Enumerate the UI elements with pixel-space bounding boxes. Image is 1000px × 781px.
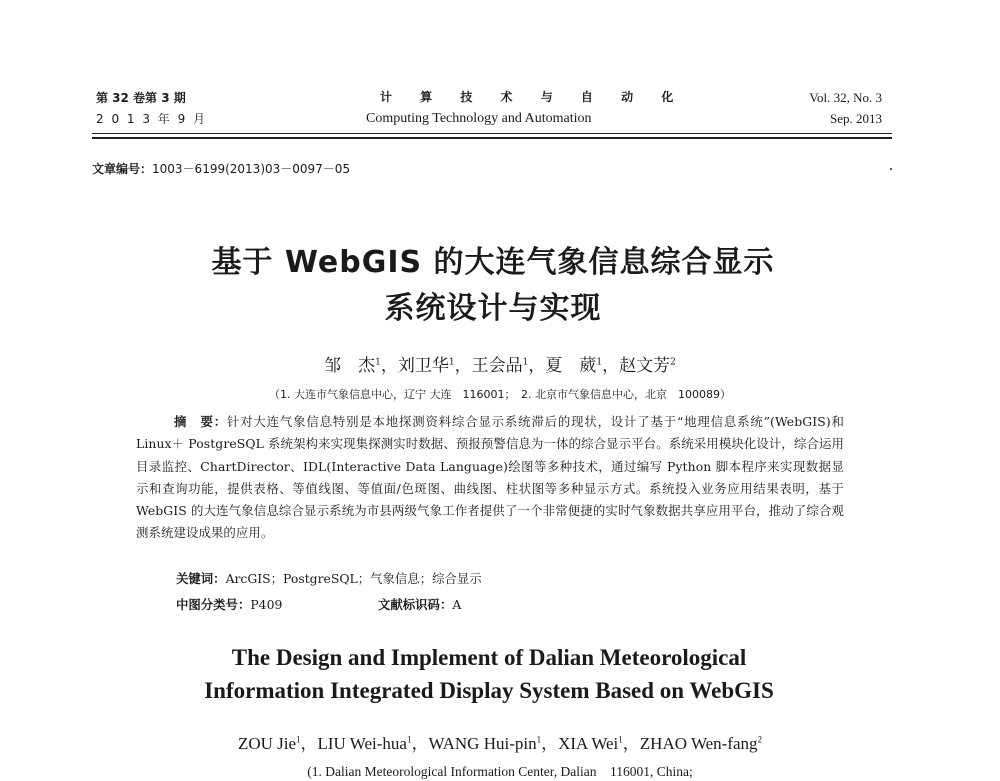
- author-en: WANG Hui-pin: [428, 734, 537, 753]
- author-cn-sup: 1: [375, 357, 381, 368]
- author-en: ZOU Jie: [237, 734, 297, 753]
- author-cn-sup: 2: [670, 357, 676, 368]
- author-cn: 刘卫华: [397, 356, 449, 376]
- author-en: ZHAO Wen-fang: [639, 734, 758, 753]
- author-en: LIU Wei-hua: [317, 734, 407, 753]
- classification: [176, 595, 282, 613]
- header-rule-thin: [92, 133, 892, 134]
- doc-code-label: 文献标识码：: [378, 597, 453, 612]
- classification-value: P409: [250, 597, 283, 612]
- title-cn-line2: 系统设计与实现: [384, 291, 602, 326]
- affiliation-cn: （1. 大连市气象信息中心，辽宁 大连 116001； 2. 北京市气象信息中心，北京 100089）: [269, 388, 731, 401]
- abstract-label: 摘 要：: [174, 414, 227, 429]
- author-cn-sep: ，: [602, 356, 620, 376]
- header-date-cn: 2 0 1 3 年 9 月: [96, 112, 208, 126]
- author-cn-sup: 1: [448, 357, 455, 368]
- author-en-sep: ，: [622, 734, 640, 753]
- article-number-label: 文章编号：: [92, 162, 153, 176]
- header-volume-issue-en: Vol. 32, No. 3: [809, 90, 882, 105]
- header-date-en: Sep. 2013: [830, 111, 882, 126]
- author-cn: 邹 杰: [324, 356, 376, 376]
- doc-code: [378, 595, 461, 613]
- keywords-value: ArcGIS；PostgreSQL；气象信息；综合显示: [225, 571, 482, 586]
- authors-en: [0, 729, 1000, 754]
- author-en-sep: ，: [411, 734, 429, 753]
- author-cn: 夏 葳: [545, 356, 597, 376]
- title-en-line1: The Design and Implement of Dalian Meteorological: [231, 645, 747, 670]
- author-cn-sep: ，: [380, 356, 398, 376]
- author-cn: 王会品: [471, 356, 523, 376]
- classification-label: 中图分类号：: [176, 597, 251, 612]
- affiliation-en: (1. Dalian Meteorological Information Center, Dalian 116001, China;: [307, 764, 693, 779]
- header-volume-issue-cn: 第 32 卷第 3 期: [96, 91, 186, 105]
- author-en-sup: 1: [296, 734, 301, 745]
- article-number: [92, 160, 350, 177]
- authors-cn: [0, 351, 1000, 376]
- abstract: [136, 411, 844, 545]
- author-cn-sep: ，: [528, 356, 546, 376]
- article-number-value: 1003－6199(2013)03－0097－05: [152, 162, 351, 176]
- author-cn-sup: 1: [596, 357, 603, 368]
- author-en-sup: 1: [618, 734, 623, 745]
- header-journal-cn: 计 算 技 术 与 自 动 化: [380, 90, 686, 104]
- author-en-sep: ，: [300, 734, 318, 753]
- author-cn: 赵文芳: [619, 356, 671, 376]
- title-en-line2: Information Integrated Display System Based on WebGIS: [204, 678, 774, 703]
- author-en-sup: 1: [406, 734, 412, 745]
- author-en: XIA Wei: [558, 734, 619, 753]
- author-en-sup: 2: [757, 734, 763, 745]
- doc-code-value: A: [452, 597, 462, 612]
- header-rule-thick: [92, 137, 892, 139]
- keywords-label: 关键词：: [176, 571, 226, 586]
- author-en-sup: 1: [536, 734, 542, 745]
- abstract-text: 针对大连气象信息特别是本地探测资料综合显示系统滞后的现状，设计了基于“地理信息系统”(WebGIS)和 Linux＋ PostgreSQL 系统架构来实现集探测实时数据、预报预警信息为一体的综合显示平台。系统采用模块化设计，综合运用目录监控、ChartDirector、IDL(Interactive Data Language)绘图等多种技术，通过编写 Python 脚本程序来实现数据显示和查询功能，提供表格、等值线图、等值面/色斑图、曲线图、柱状图等多种显示方式。系统投入业务应用结果表明，基于 WebGIS 的大连气象信息综合显示系统为市县两级气象工作者提供了一个非常便捷的实时气象数据共享应用平台，推动了综合观测系统建设成果的应用。: [136, 414, 844, 541]
- author-cn-sep: ，: [454, 356, 472, 376]
- keywords: [176, 569, 482, 587]
- title-cn-line1: 基于 WebGIS 的大连气象信息综合显示: [211, 245, 775, 280]
- author-cn-sup: 1: [522, 357, 529, 368]
- header-journal-en: Computing Technology and Automation: [366, 111, 592, 126]
- scan-dot: [890, 168, 892, 170]
- author-en-sep: ，: [541, 734, 559, 753]
